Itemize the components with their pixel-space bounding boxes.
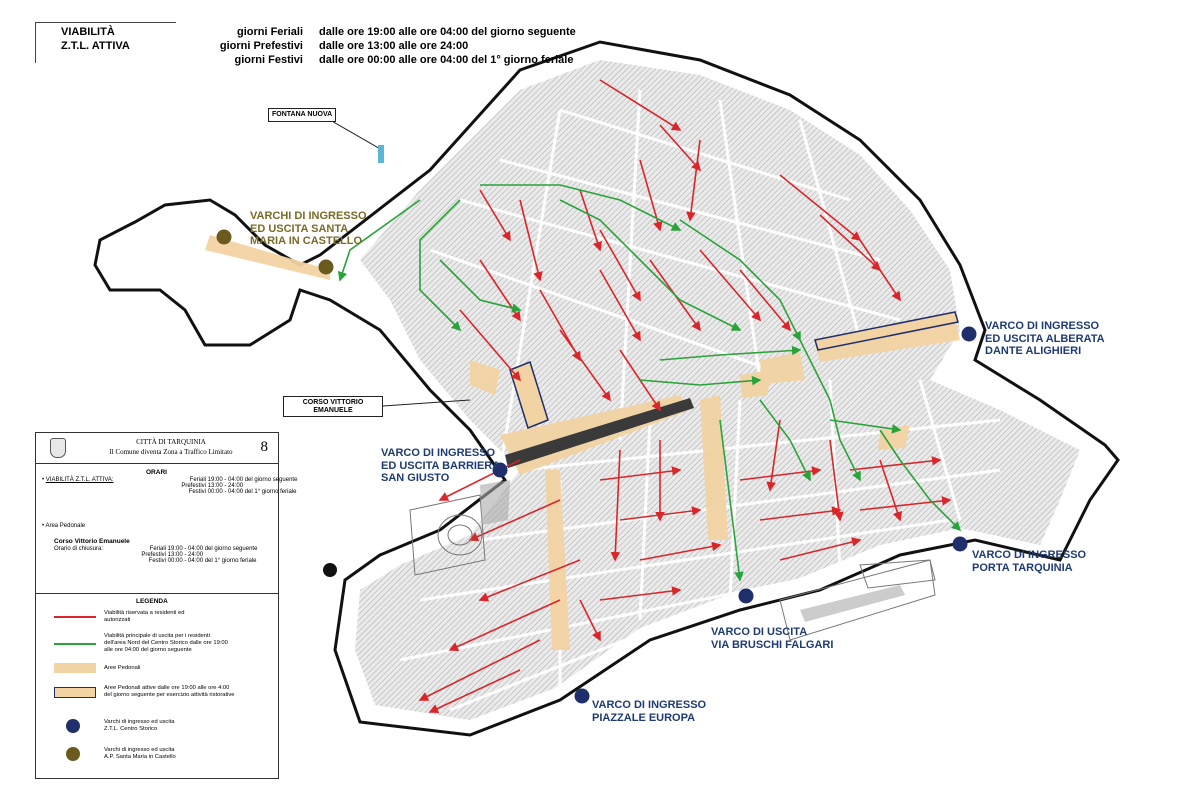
header-title-line1: VIABILITÀ <box>61 26 115 38</box>
ztl-hours <box>174 477 298 495</box>
legend-green-text: Viabilità principale di uscita per i residenti dell'area Nord del Centro Storico dalle ore 19:00 alle ore 04:00 del giorno seguente <box>104 633 228 654</box>
city-name: CITTÀ DI TARQUINIA <box>136 438 206 446</box>
ztl-row: Prefestivi 13:00 - 24:00 <box>181 483 244 489</box>
gate-porta-label: VARCO DI INGRESSO PORTA TARQUINIA <box>972 549 1087 574</box>
gate-europa-label: VARCO DI INGRESSO PIAZZALE EUROPA <box>592 699 707 724</box>
legend-castle-gate-text: Varchi di ingresso ed uscita A.P. Santa Maria in Castello <box>104 747 176 761</box>
gate-dante-label: VARCO DI INGRESSO ED USCITA ALBERATA DANTE ALIGHIERI <box>985 320 1105 358</box>
header-day-feriali: giorni Feriali <box>236 26 303 38</box>
legenda-title: LEGENDA <box>136 598 168 605</box>
gate-dante-icon <box>962 327 977 342</box>
legend-ped-night-text: Aree Pedonali attive dalle ore 19:00 alle ore 4:00 del giorno seguente per esercizio attività ristorative <box>104 685 235 699</box>
legend-ztl-gate-text: Varchi di ingresso ed uscita Z.T.L. Centro Storico <box>104 719 175 733</box>
gate-porta-icon <box>953 537 968 552</box>
header-day-festivi: giorni Festivi <box>234 53 303 66</box>
legend-red-line <box>54 616 96 618</box>
panel-number: 8 <box>260 439 268 455</box>
corso-row: Festivi 00:00 - 04:00 del 1° giorno feriale <box>148 558 257 564</box>
legend-panel <box>35 432 298 779</box>
city-crest-icon <box>50 438 66 458</box>
legend-green-line <box>54 643 96 645</box>
legend-ped-text: Aree Pedonali <box>104 665 141 671</box>
panel-titlebox <box>36 433 278 464</box>
fontana-nuova-label: FONTANA NUOVA <box>268 108 336 122</box>
header-hours-festivi: dalle ore 00:00 alle ore 04:00 del 1° giorno feriale <box>319 53 574 66</box>
gate-europa-icon <box>575 689 590 704</box>
area-ped-label: • Area Pedonale <box>42 523 86 529</box>
orario-chiusura: Orario di chiusura: <box>54 546 104 552</box>
header-hours-prefestivi: dalle ore 13:00 alle ore 24:00 <box>319 39 469 52</box>
gate-bruschi-icon <box>739 589 754 604</box>
legend-ped-night-swatch <box>54 687 96 698</box>
corso-title: Corso Vittorio Emanuele <box>54 538 130 545</box>
corso-row: Prefestivi 13:00 - 24:00 <box>141 552 204 558</box>
castle-gate-2-icon <box>319 260 334 275</box>
castle-gate-1-icon <box>217 230 232 245</box>
corso-hours <box>126 546 257 564</box>
legend-ped-swatch <box>54 663 96 673</box>
legend-ztl-gate-icon <box>66 719 80 733</box>
gate-barriera-label: VARCO DI INGRESSO ED USCITA BARRIERA SAN GIUSTO <box>381 447 501 485</box>
city-subtitle: Il Comune diventa Zona a Traffico Limitato <box>109 447 233 456</box>
ztl-label: • VIABILITÀ Z.T.L. ATTIVA: <box>42 477 114 483</box>
castello-gates-label: VARCHI DI INGRESSO ED USCITA SANTA MARIA IN CASTELLO <box>250 210 367 248</box>
orari-title: ORARI <box>146 469 167 476</box>
ztl-row: Feriali 19:00 - 04:00 del giorno seguente <box>189 477 298 483</box>
corso-row: Feriali 19:00 - 04:00 del giorno seguente <box>149 546 258 552</box>
legend-red-text: Viabilità riservata a residenti ed autorizzati <box>104 610 185 624</box>
gate-bruschi-label: VARCO DI USCITA VIA BRUSCHI FALGARI <box>711 626 834 651</box>
ztl-row: Festivi 00:00 - 04:00 del 1° giorno feriale <box>188 489 297 495</box>
header-day-prefestivi: giorni Prefestivi <box>219 39 303 52</box>
corso-label: CORSO VITTORIO EMANUELE <box>283 396 383 417</box>
header-title-line2: Z.T.L. ATTIVA <box>61 39 130 52</box>
header-hours-feriali: dalle ore 19:00 alle ore 04:00 del giorno seguente <box>319 26 576 38</box>
legend-castle-gate-icon <box>66 747 80 761</box>
